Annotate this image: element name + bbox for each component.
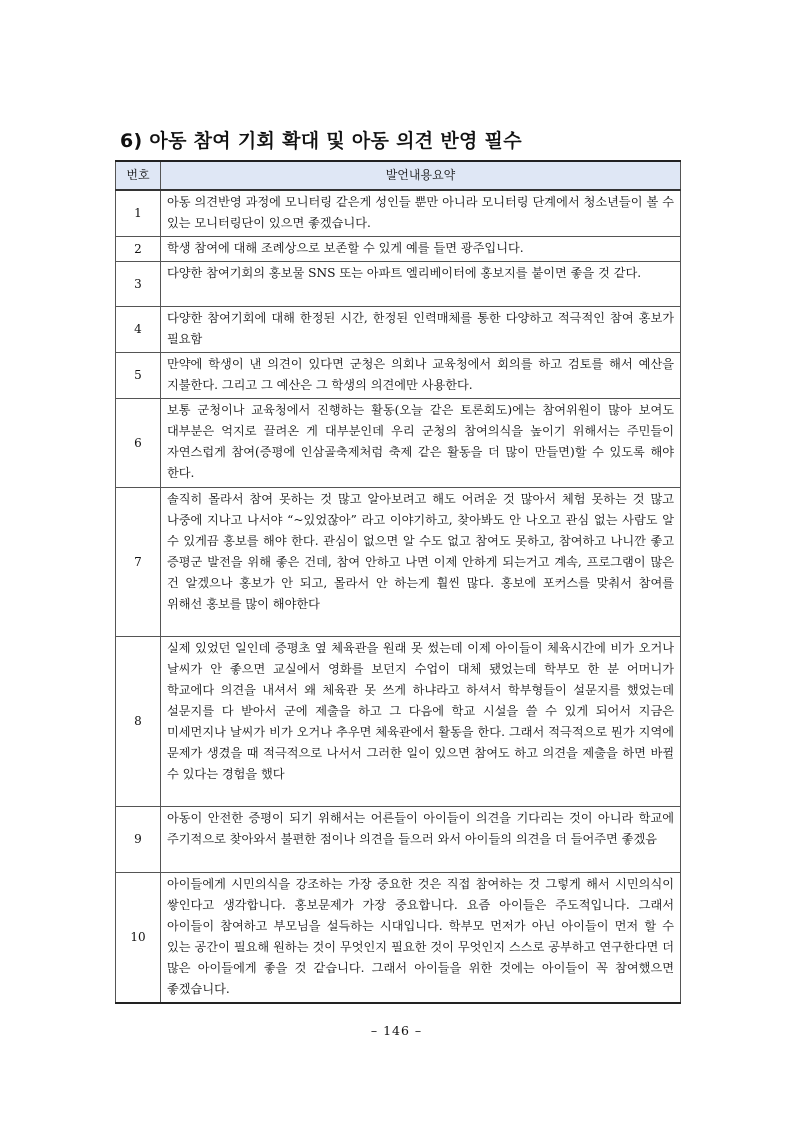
row-number: 7 (116, 488, 161, 637)
row-number: 6 (116, 399, 161, 488)
section-title: 6) 아동 참여 기회 확대 및 아동 의견 반영 필수 (120, 130, 522, 152)
page-number: – 146 – (370, 1023, 423, 1038)
row-text: 만약에 학생이 낸 의견이 있다면 군청은 의회나 교육청에서 회의를 하고 검토를 해서 예산을 지불한다. 그리고 그 예산은 그 학생의 의견에만 사용한다. (161, 353, 681, 399)
table-row (116, 190, 681, 237)
row-text: 아동이 안전한 증평이 되기 위해서는 어른들이 아이들이 의견을 기다리는 것이 아니라 학교에 주기적으로 찾아와서 불편한 점이나 의견을 들으러 와서 아이들의 의견을 더 들어주면 좋겠음 (161, 807, 681, 873)
table-row (116, 307, 681, 353)
row-number: 5 (116, 353, 161, 399)
table-row (116, 807, 681, 873)
row-number: 10 (116, 873, 161, 1004)
table-row (116, 237, 681, 262)
row-text: 학생 참여에 대해 조례상으로 보존할 수 있게 예를 들면 광주입니다. (161, 237, 681, 262)
row-text: 다양한 참여기회의 홍보물 SNS 또는 아파트 엘리베이터에 홍보지를 붙이면 좋을 것 같다. (161, 262, 681, 307)
table-header-row (116, 161, 681, 190)
table-row (116, 262, 681, 307)
row-number: 9 (116, 807, 161, 873)
table-row (116, 873, 681, 1004)
row-text: 아이들에게 시민의식을 강조하는 가장 중요한 것은 직접 참여하는 것 그렇게 해서 시민의식이 쌓인다고 생각합니다. 홍보문제가 가장 중요합니다. 요즘 아이들은 주도적입니다. 그래서 아이들이 참여하고 부모님을 설득하는 시대입니다. 학부모 먼저가 아닌 아이들이 먼저 할 수 있는 공간이 필요해 원하는 것이 무엇인지 필요한 것이 무엇인지 스스로 공부하고 연구한다면 더 많은 아이들에게 좋을 것 같습니다. 그래서 아이들을 위한 것에는 아이들이 꼭 참여했으면 좋겠습니다. (161, 873, 681, 1004)
row-number: 3 (116, 262, 161, 307)
row-text: 보통 군청이나 교육청에서 진행하는 활동(오늘 같은 토론회도)에는 참여위원이 많아 보여도 대부분은 억지로 끌려온 게 대부분인데 우리 군청의 참여의식을 높이기 위해서는 주민들이 자연스럽게 참여(증평에 인삼골축제처럼 축제 같은 활동을 더 많이 만들면)할 수 있도록 해야 한다. (161, 399, 681, 488)
row-text: 실제 있었던 일인데 증평초 옆 체육관을 원래 못 썼는데 이제 아이들이 체육시간에 비가 오거나 날씨가 안 좋으면 교실에서 영화를 보던지 수업이 대체 됐었는데 학부모 한 분 어머니가 학교에다 의견을 내셔서 왜 체육관 못 쓰게 하냐라고 하셔서 학부형들이 설문지를 했었는데 설문지를 다 받아서 군에 제출을 하고 그 다음에 학교 시설을 쓸 수 있게 되어서 지금은 미세먼지나 날씨가 비가 오거나 추우면 체육관에서 활동을 한다. 그래서 적극적으로 뭔가 지역에 문제가 생겼을 때 적극적으로 나서서 그러한 일이 있으면 참여도 하고 의견을 제출을 하면 바뀔 수 있다는 경험을 했다 (161, 637, 681, 807)
header-summary: 발언내용요약 (161, 161, 681, 190)
table-row (116, 353, 681, 399)
row-number: 4 (116, 307, 161, 353)
row-number: 8 (116, 637, 161, 807)
statement-summary-table (115, 160, 681, 1004)
table-row (116, 399, 681, 488)
table-row (116, 637, 681, 807)
row-text: 아동 의견반영 과정에 모니터링 같은게 성인들 뿐만 아니라 모니터링 단계에서 청소년들이 볼 수 있는 모니터링단이 있으면 좋겠습니다. (161, 190, 681, 237)
row-number: 2 (116, 237, 161, 262)
row-text: 다양한 참여기회에 대해 한정된 시간, 한정된 인력매체를 통한 다양하고 적극적인 참여 홍보가 필요함 (161, 307, 681, 353)
header-number: 번호 (116, 161, 161, 190)
row-number: 1 (116, 190, 161, 237)
row-text: 솔직히 몰라서 참여 못하는 것 많고 알아보려고 해도 어려운 것 많아서 체험 못하는 것 많고 나중에 지나고 나서야 “~있었잖아” 라고 이야기하고, 찾아봐도 안 나오고 관심 없는 사람도 알 수 있게끔 홍보를 해야 한다. 관심이 없으면 알 수도 없고 참여도 못하고, 참여하고 나니깐 좋고 증평군 발전을 위해 좋은 건데, 참여 안하고 나면 이제 안하게 되는거고 계속, 프로그램이 많은 건 알겠으나 홍보가 안 되고, 몰라서 안 하는게 훨씬 많다. 홍보에 포커스를 맞춰서 참여를 위해선 홍보를 많이 해야한다 (161, 488, 681, 637)
table-row (116, 488, 681, 637)
